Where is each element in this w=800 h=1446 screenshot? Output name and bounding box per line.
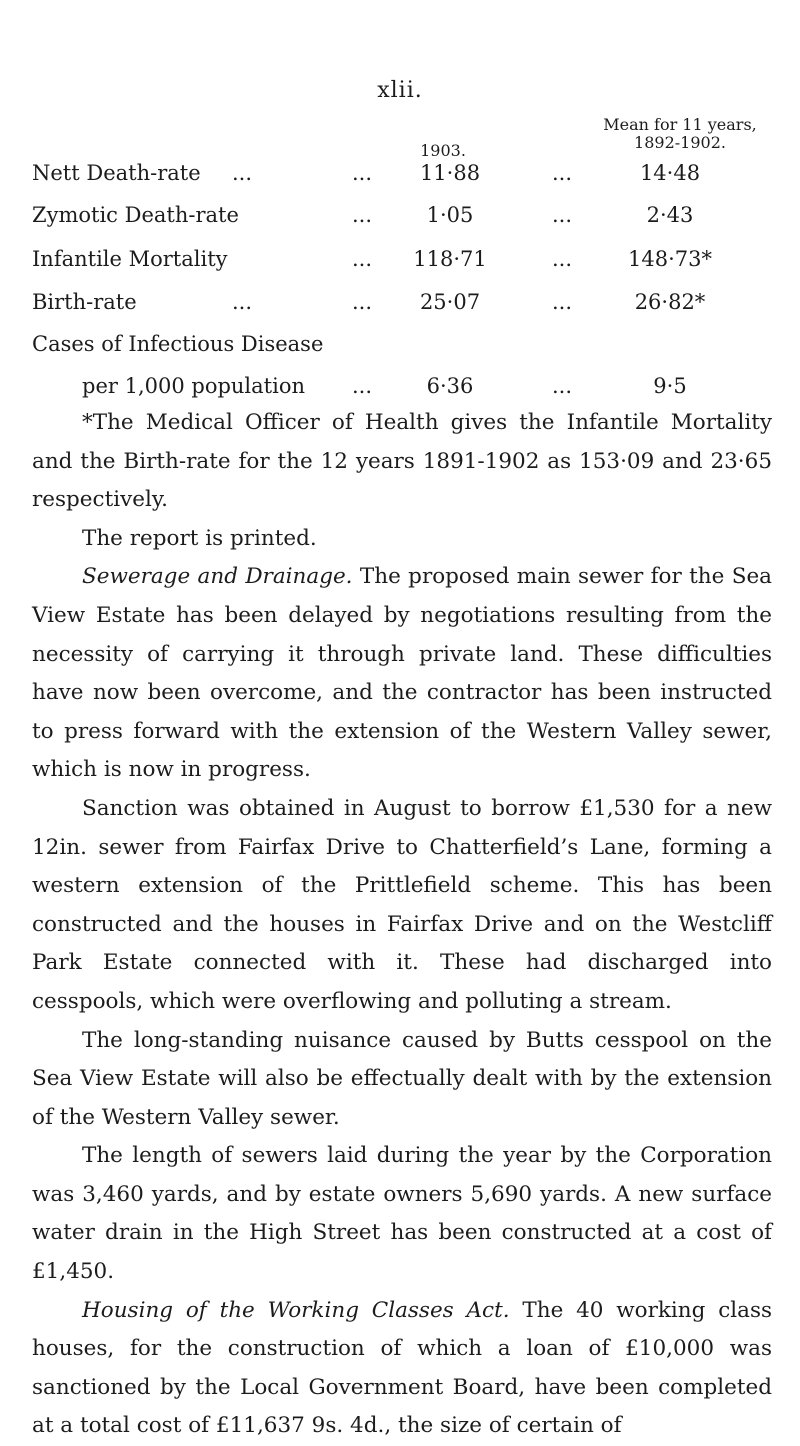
housing-paragraph — [32, 1292, 772, 1446]
column-header-1903: 1903. — [420, 141, 466, 160]
row-value-1903: 6·36 — [426, 374, 474, 398]
table-row-infantile-mortality — [0, 244, 800, 274]
sanction-paragraph: Sanction was obtained in August to borrow £1,530 for a new 12in. sewer from Fairfax Drive to Chatterfield’s Lane, forming a western extension of the Prittlefield scheme. This has been constructed and the houses in Fairfax Drive and on the Westcliff Park Estate connected with it. These had discharged into cesspools, which were overflowing and polluting a stream. — [32, 795, 772, 1014]
row-value-mean: 9·5 — [653, 374, 687, 398]
row-label: Nett Death-rate — [32, 161, 201, 185]
table-row-nett-death-rate — [0, 158, 800, 188]
row-leader-dots: ... — [352, 374, 373, 398]
nuisance-paragraph: The long-standing nuisance caused by Butts cesspool on the Sea View Estate will also be effectually dealt with by the extension of the Western Valley sewer. — [32, 1027, 772, 1130]
row-leader-dots: ... — [232, 161, 253, 185]
housing-heading: Housing of the Working Classes Act. — [82, 1297, 510, 1323]
column-header-mean-line1: Mean for 11 years, — [603, 115, 757, 134]
row-label: Zymotic Death-rate — [32, 203, 239, 227]
housing-body: The 40 working class houses, for the construction of which a loan of £10,000 was sanctioned by the Local Government Board, have been completed at a total cost of £11,637 9s. 4d., the size of certain of — [32, 1297, 773, 1439]
body-text — [32, 404, 772, 1446]
footnote: *The Medical Officer of Health gives the Infantile Mortality and the Birth-rate for the 12 years 1891-1902 as 153·09 and 23·65 respectively. — [32, 410, 772, 513]
row-label: Cases of Infectious Disease — [32, 332, 324, 356]
sewerage-body: The proposed main sewer for the Sea View Estate has been delayed by negotiations resulting from the necessity of carrying it through private land. These difficulties have now been overcome, and the contractor has been instructed to press forward with the extension of the Western Valley sewer, which is now in progress. — [32, 564, 772, 783]
page-number: xlii. — [377, 78, 423, 103]
sewerage-heading: Sewerage and Drainage. — [82, 564, 353, 590]
row-leader-dots: ... — [352, 290, 373, 314]
row-value-mean: 26·82* — [634, 290, 706, 314]
row-value-1903: 25·07 — [419, 290, 481, 314]
row-value-mean: 14·48 — [639, 161, 701, 185]
table-row-cases-infectious-disease — [0, 371, 800, 401]
row-leader-dots: ... — [352, 247, 373, 271]
row-value-1903: 1·05 — [426, 203, 474, 227]
row-leader-dots: ... — [552, 247, 573, 271]
sewerage-paragraph — [32, 558, 772, 790]
report-paragraph: The report is printed. — [82, 525, 317, 551]
row-leader-dots: ... — [232, 290, 253, 314]
row-value-mean: 2·43 — [646, 203, 694, 227]
row-leader-dots: ... — [552, 290, 573, 314]
table-row-zymotic-death-rate — [0, 200, 800, 230]
row-value-mean: 148·73* — [628, 247, 712, 271]
row-value-1903: 11·88 — [419, 161, 481, 185]
table-row-cases-label — [0, 329, 800, 359]
row-label: Birth-rate — [32, 290, 137, 314]
row-value-1903: 118·71 — [413, 247, 487, 271]
row-label: per 1,000 population — [82, 374, 305, 398]
column-header-mean-line2: 1892-1902. — [634, 133, 726, 152]
column-header-mean — [560, 116, 800, 152]
row-leader-dots: ... — [552, 161, 573, 185]
row-leader-dots: ... — [352, 161, 373, 185]
row-label: Infantile Mortality — [32, 247, 228, 271]
length-paragraph: The length of sewers laid during the year by the Corporation was 3,460 yards, and by estate owners 5,690 yards. A new surface water drain in the High Street has been constructed at a cost of £1,450. — [32, 1143, 772, 1285]
row-leader-dots: ... — [552, 203, 573, 227]
row-leader-dots: ... — [352, 203, 373, 227]
table-row-birth-rate — [0, 287, 800, 317]
row-leader-dots: ... — [552, 374, 573, 398]
